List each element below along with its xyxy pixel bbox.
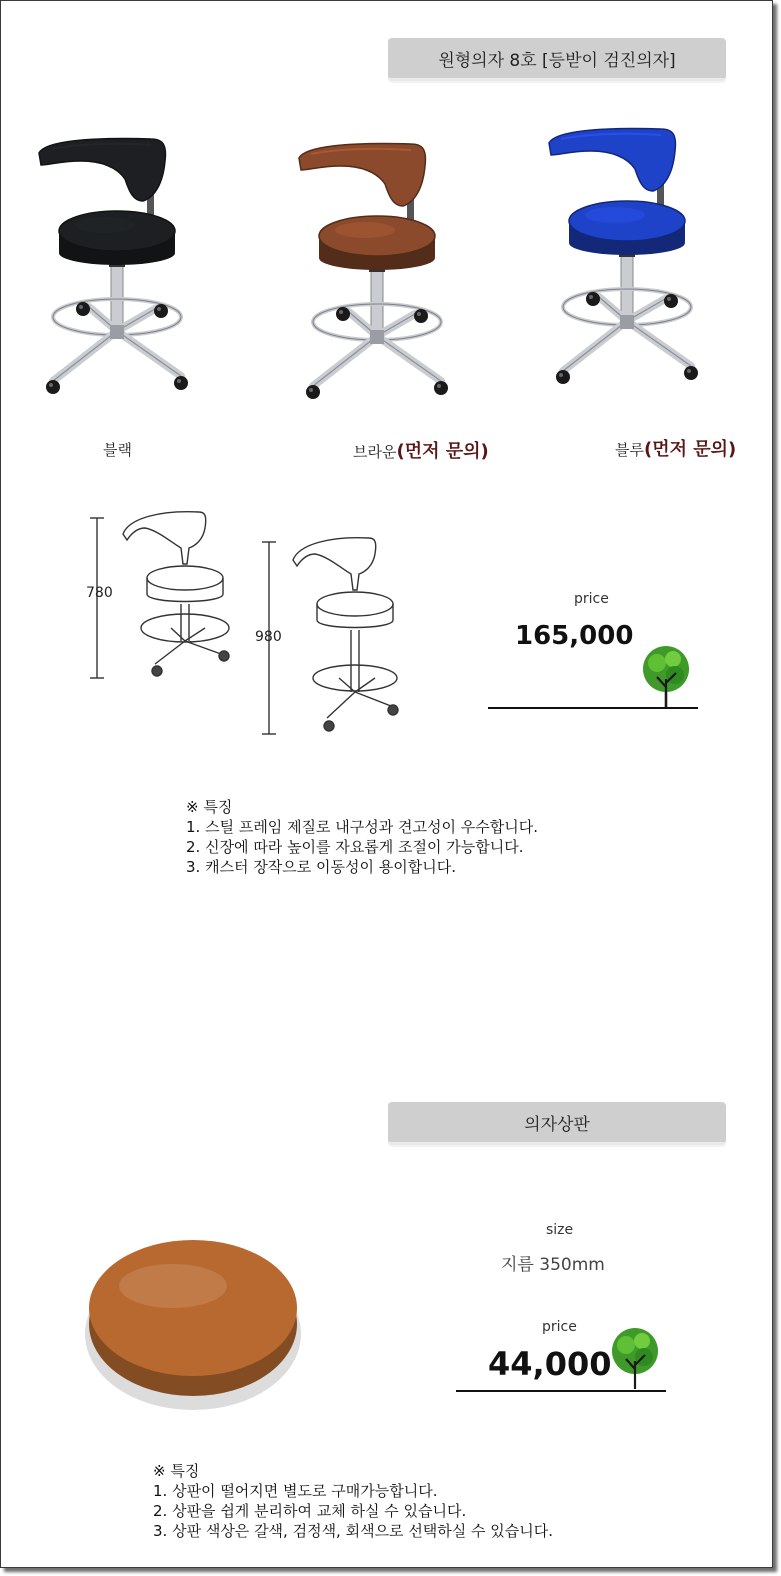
tree-icon <box>639 645 693 709</box>
seat-top-price-value: 44,000 <box>488 1345 612 1383</box>
price-label: price <box>574 591 609 607</box>
product-features <box>186 797 538 877</box>
product-title: 원형의자 8호 [등받이 검진의자] <box>438 50 676 71</box>
dimension-diagram <box>81 506 411 746</box>
feature-item: 2. 신장에 따라 높이를 자요롭게 조절이 가능합니다. <box>186 838 524 856</box>
tree-icon <box>608 1327 662 1391</box>
price-value: 165,000 <box>515 621 634 651</box>
seat-top-title-bar <box>388 1102 726 1145</box>
feature-item: 2. 상판을 쉽게 분리하여 교체 하실 수 있습니다. <box>153 1502 467 1520</box>
seat-top-title: 의자상판 <box>524 1114 590 1135</box>
feature-item: 3. 캐스터 장작으로 이동성이 용이합니다. <box>186 858 456 876</box>
product-title-bar <box>388 38 726 81</box>
features-heading: ※ 특징 <box>153 1462 200 1480</box>
variant-caption-blue <box>615 435 736 461</box>
features-heading: ※ 특징 <box>186 798 233 816</box>
seat-top-price-underline <box>456 1390 666 1392</box>
dimension-label-980: 980 <box>255 629 282 645</box>
chair-image-brown <box>291 136 461 411</box>
size-value: 지름 350mm <box>501 1255 605 1275</box>
inquiry-note: (먼저 문의) <box>396 441 489 462</box>
variant-label: 블루 <box>615 441 644 459</box>
variant-caption-brown <box>353 437 489 463</box>
variant-caption-black <box>103 439 132 460</box>
price-underline <box>488 707 698 709</box>
inquiry-note: (먼저 문의) <box>643 439 737 460</box>
size-label: size <box>546 1222 574 1238</box>
variant-label: 브라운 <box>353 443 397 461</box>
chair-image-black <box>31 131 201 406</box>
feature-item: 1. 스틸 프레임 제질로 내구성과 견고성이 우수합니다. <box>186 818 538 836</box>
dimension-label-780: 780 <box>86 585 113 601</box>
feature-item: 1. 상판이 떨어지면 별도로 구매가능합니다. <box>153 1482 438 1500</box>
feature-item: 3. 상판 색상은 갈색, 검정색, 회색으로 선택하실 수 있습니다. <box>153 1522 554 1540</box>
seat-top-image <box>81 1216 311 1416</box>
seat-top-features <box>153 1461 553 1541</box>
seat-top-price-label: price <box>542 1319 577 1335</box>
chair-image-blue <box>541 121 711 406</box>
variant-label: 블랙 <box>103 441 132 459</box>
